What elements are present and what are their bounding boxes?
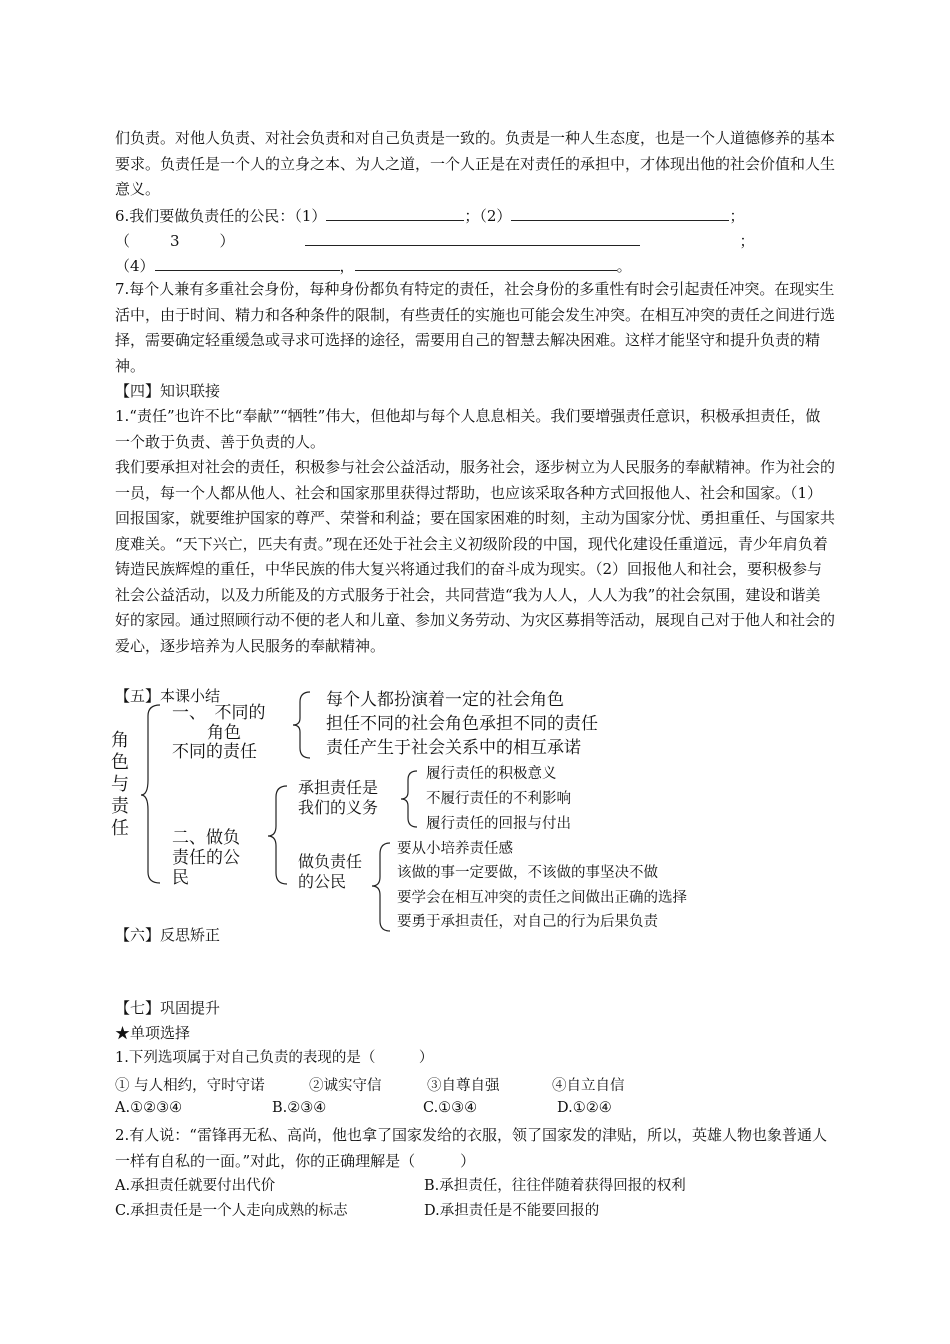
- sub2-brace: [372, 843, 390, 931]
- sub1-title-b: 我们的义务: [298, 798, 379, 817]
- section-4-heading: 【四】知识联接: [115, 382, 221, 400]
- section-6-heading: 【六】反思矫正: [115, 926, 221, 944]
- q2-option-d[interactable]: D.承担责任是不能要回报的: [424, 1203, 600, 1219]
- q1-statement-4: ④自立自信: [552, 1078, 625, 1094]
- section-7-heading: 【七】巩固提升: [115, 999, 221, 1017]
- q1-option-c[interactable]: C.①③④: [423, 1100, 478, 1116]
- section-7-subheading: ★单项选择: [115, 1024, 191, 1042]
- part1-brace: [293, 692, 310, 758]
- sub2-item-2: 该做的事一定要做，不该做的事坚决不做: [397, 865, 658, 881]
- sub2-title-b: 的公民: [298, 872, 347, 891]
- summary-root: 角色与责任: [111, 730, 129, 839]
- part2-title-b: 责任的公: [172, 848, 240, 868]
- q1-option-a[interactable]: A.①②③④: [115, 1100, 183, 1116]
- part1-item-1: 每个人都扮演着一定的社会角色: [326, 690, 564, 710]
- sub2-item-3: 要学会在相互冲突的责任之间做出正确的选择: [397, 890, 687, 906]
- sub2-item-4: 要勇于承担责任，对自己的行为后果负责: [397, 914, 658, 930]
- section-4-paragraph-2: 我们要承担对社会的责任，积极参与社会公益活动，服务社会，逐步树立为人民服务的奉献精神。作为社会的一员，每一个人都从他人、社会和国家那里获得过帮助，也应该采取各种方式回报他人、社会和国家。（1）回报国家，就要维护国家的尊严、荣誉和利益；要在国家困难的时刻，主动为国家分忧、勇担重任、与国家共度难关。“天下兴亡，匹夫有责。”现在还处于社会主义初级阶段的中国，现代化建设任重道远，青少年肩负着铸造民族辉煌的重任，中华民族的伟大复兴将通过我们的奋斗成为现实。（2）回报他人和社会，要积极参与社会公益活动，以及力所能及的方式服务于社会，共同营造“我为人人，人人为我”的社会氛围，建设和谐美好的家园。通过照顾行动不便的老人和儿童、参加义务劳动、为灾区募捐等活动，展现自己对于他人和社会的爱心，逐步培养为人民服务的奉献精神。: [115, 458, 836, 655]
- q2-stem: 2.有人说：“雷锋再无私、高尚，他也拿了国家发给的衣服，领了国家发的津贴，所以，英雄人物也象普通人一样有自私的一面。”对此，你的正确理解是（ ）: [115, 1126, 827, 1170]
- part2-brace: [268, 786, 287, 884]
- root-brace: [141, 705, 160, 883]
- q1-option-d[interactable]: D.①②④: [557, 1100, 612, 1116]
- q2-option-a[interactable]: A.承担责任就要付出代价: [115, 1178, 276, 1194]
- part1-item-3: 责任产生于社会关系中的相互承诺: [326, 738, 581, 758]
- q6-num-3: （3）: [115, 232, 275, 250]
- part1-title-b: 角色: [207, 723, 241, 743]
- q1-stem: 1.下列选项属于对自己负责的表现的是（ ）: [115, 1050, 434, 1066]
- sub2-title-a: 做负责任: [298, 852, 363, 871]
- sub1-item-3: 履行责任的回报与付出: [426, 816, 571, 832]
- part1-title-a: 一、 不同的: [172, 703, 266, 723]
- part2-title-c: 民: [172, 868, 189, 888]
- part1-item-2: 担任不同的社会角色承担不同的责任: [326, 714, 598, 734]
- intro-paragraph: 们负责。对他人负责、对社会负责和对自己负责是一致的。负责是一种人生态度，也是一个人道德修养的基本要求。负责任是一个人的立身之本、为人之道，一个人正是在对责任的承担中，才体现出他的社会价值和人生意义。: [115, 129, 836, 198]
- q1-statement-3: ③自尊自强: [427, 1078, 500, 1094]
- q6-line-1: 6.我们要做负责任的公民：（1） ；（2） ；: [115, 203, 744, 227]
- part2-title-a: 二、做负: [172, 828, 240, 848]
- sub1-item-1: 履行责任的积极意义: [426, 766, 557, 782]
- item-7-paragraph: 7.每个人兼有多重社会身份，每种身份都负有特定的责任，社会身份的多重性有时会引起责任冲突。在现实生活中，由于时间、精力和各种条件的限制，有些责任的实施也可能会发生冲突。在相互冲突的责任之间进行选择，需要确定轻重缓急或寻求可选择的途径，需要用自己的智慧去解决困难。这样才能坚守和提升负责的精神。: [115, 280, 836, 375]
- q6-line-2: （3） ；: [115, 228, 755, 252]
- q2-option-b[interactable]: B.承担责任，往往伴随着获得回报的权利: [424, 1178, 686, 1194]
- section-4-paragraph-1: 1.“责任”也许不比“奉献”“牺牲”伟大，但他却与每个人息息相关。我们要增强责任意识，积极承担责任，做一个敢于负责、善于负责的人。: [115, 407, 821, 451]
- sub1-brace: [401, 771, 417, 827]
- sub1-title-a: 承担责任是: [298, 778, 379, 797]
- q6-prefix: 6.我们要做负责任的公民：: [115, 207, 295, 225]
- sub2-item-1: 要从小培养责任感: [397, 841, 513, 857]
- q1-statement-2: ②诚实守信: [309, 1078, 382, 1094]
- part1-title-c: 不同的责任: [172, 742, 257, 762]
- sub1-item-2: 不履行责任的不利影响: [426, 791, 571, 807]
- q6-line-3: （4） ， 。: [115, 253, 632, 277]
- section-5-heading: 【五】本课小结: [115, 687, 221, 705]
- q1-option-b[interactable]: B.②③④: [272, 1100, 327, 1116]
- q1-statement-1: ① 与人相约，守时守诺: [115, 1078, 265, 1094]
- q2-option-c[interactable]: C.承担责任是一个人走向成熟的标志: [115, 1203, 348, 1219]
